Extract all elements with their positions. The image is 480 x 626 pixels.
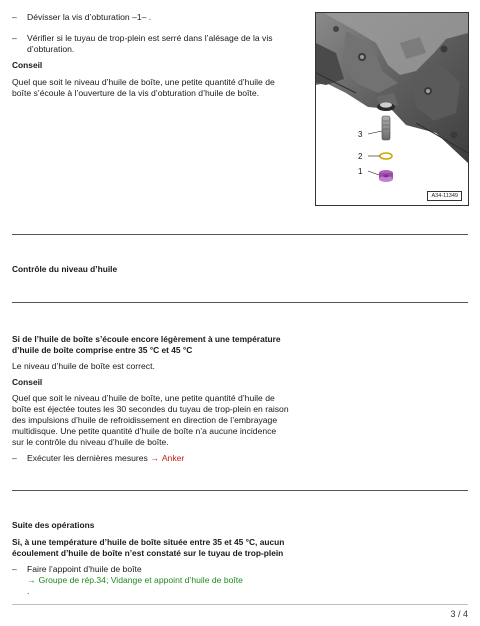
tip-text-line2: boîte s’écoule à l’ouverture de la vis d’obturation d’huile de boîte. xyxy=(12,88,259,98)
list-dash: – xyxy=(12,12,17,22)
callout-3: 3 xyxy=(358,130,363,139)
figure-code: A34-11349 xyxy=(427,191,462,201)
step-final-measures-label: Exécuter les dernières mesures xyxy=(27,453,148,463)
arrow-right-icon: → xyxy=(150,453,159,463)
tip-text-line1: Quel que soit le niveau d’huile de boîte, une petite quantité d’huile de xyxy=(12,393,275,403)
repair-group-link[interactable] xyxy=(27,575,243,587)
step-final-measures xyxy=(27,453,184,465)
gearbox-illustration xyxy=(316,13,468,205)
arrow-right-icon: → xyxy=(27,575,36,585)
list-dash: – xyxy=(12,564,17,574)
condition-heading-line1: Si de l’huile de boîte s’écoule encore légèrement à une température xyxy=(12,334,281,344)
tip-heading: Conseil xyxy=(12,377,43,387)
step-unscrew-plug: Dévisser la vis d’obturation –1– . xyxy=(27,12,152,22)
step-check-overflow-line1: Vérifier si le tuyau de trop-plein est serré dans l’alésage de la vis xyxy=(27,33,273,43)
anker-link-label: Anker xyxy=(161,453,185,463)
tip-text-line4: multidisque. Une petite quantité d’huile de boîte n’a aucune incidence xyxy=(12,426,277,436)
section-divider xyxy=(12,302,468,303)
result-text: Le niveau d’huile de boîte est correct. xyxy=(12,361,155,371)
repair-group-link-label: Groupe de rép.34; Vidange et appoint d’huile de boîte xyxy=(38,575,243,585)
page-number: 3 / 4 xyxy=(450,609,468,619)
step-check-overflow-line2: d’obturation. xyxy=(27,44,75,54)
list-dash: – xyxy=(12,453,17,463)
section-divider xyxy=(12,234,468,235)
condition-heading-line2: écoulement d’huile de boîte n’est constaté sur le tuyau de trop-plein xyxy=(12,548,284,558)
gearbox-figure xyxy=(315,12,469,206)
tip-text-line2: boîte est éjectée toutes les 30 secondes du tuyau de trop-plein en raison xyxy=(12,404,289,414)
tip-text-line3: des impulsions d’huile de refroidissement en direction de l’embrayage xyxy=(12,415,278,425)
tip-heading: Conseil xyxy=(12,60,43,70)
trailing-period: . xyxy=(27,586,30,596)
tip-text-line5: sur le contrôle du niveau d’huile de boîte. xyxy=(12,437,169,447)
section-divider xyxy=(12,490,468,491)
section-heading-oil-level-check: Contrôle du niveau d’huile xyxy=(12,264,118,274)
step-top-up-oil: Faire l’appoint d’huile de boîte xyxy=(27,564,142,574)
callout-1: 1 xyxy=(358,167,363,176)
callout-2: 2 xyxy=(358,152,363,161)
condition-heading-line2: d’huile de boîte comprise entre 35 °C et 45 °C xyxy=(12,345,193,355)
section-heading-next-steps: Suite des opérations xyxy=(12,520,95,530)
condition-heading-line1: Si, à une température d’huile de boîte située entre 35 et 45 °C, aucun xyxy=(12,537,285,547)
footer-divider xyxy=(12,604,468,605)
anker-link[interactable] xyxy=(150,453,184,463)
tip-text-line1: Quel que soit le niveau d’huile de boîte, une petite quantité d’huile de xyxy=(12,77,275,87)
list-dash: – xyxy=(12,33,17,43)
